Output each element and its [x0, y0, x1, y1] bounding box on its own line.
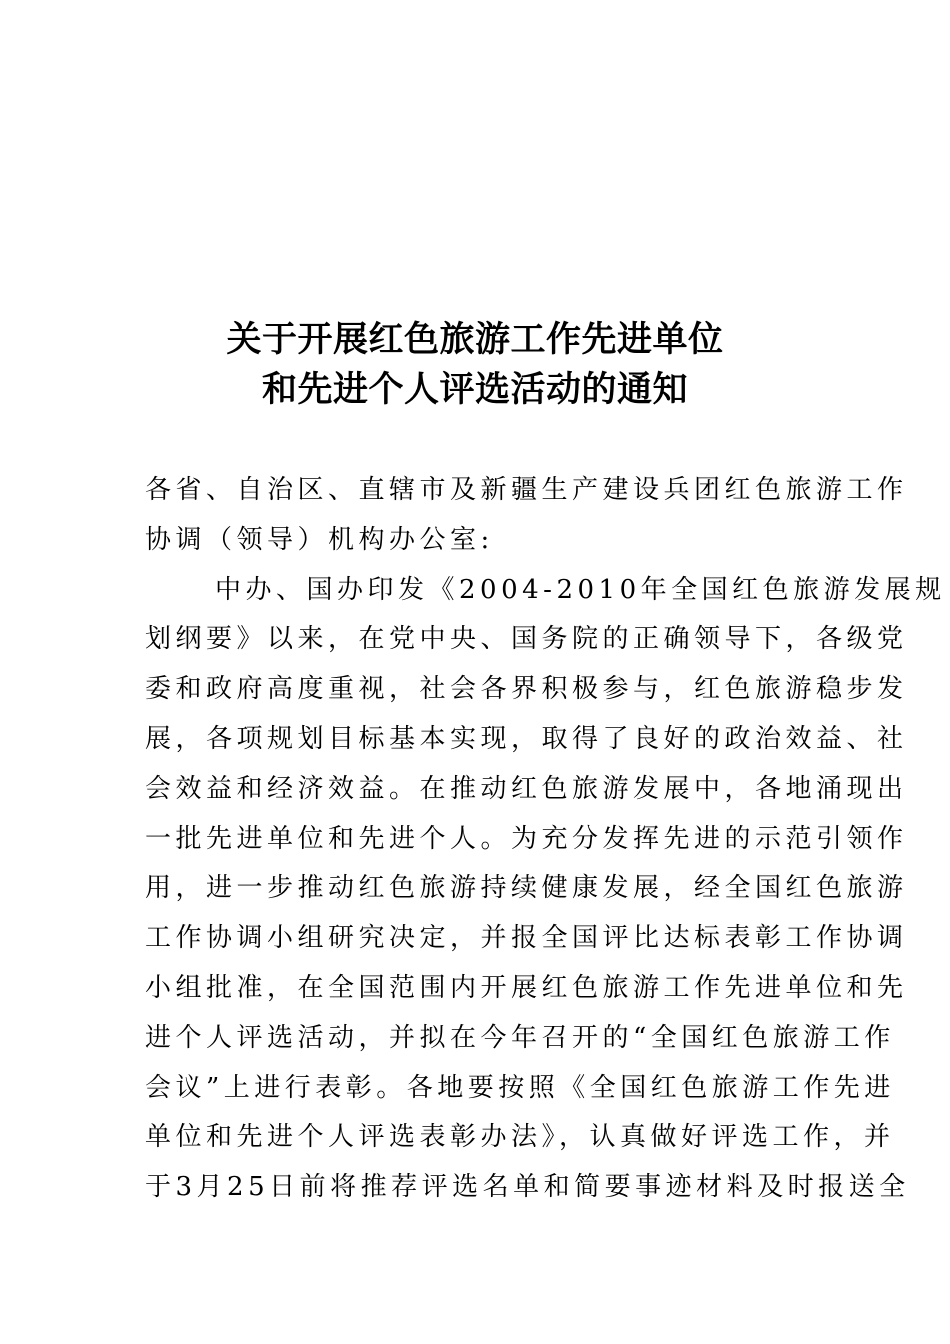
paragraph-line: 一批先进单位和先进个人。为充分发挥先进的示范引领作 — [145, 823, 908, 854]
paragraph-line: 展，各项规划目标基本实现，取得了良好的政治效益、社 — [145, 723, 908, 754]
paragraph-line: 会效益和经济效益。在推动红色旅游发展中，各地涌现出 — [145, 773, 908, 804]
paragraph-line: 小组批准，在全国范围内开展红色旅游工作先进单位和先 — [145, 972, 908, 1003]
paragraph-line: 单位和先进个人评选表彰办法》，认真做好评选工作，并 — [145, 1122, 895, 1153]
paragraph-line: 进个人评选活动，并拟在今年召开的“全国红色旅游工作 — [145, 1022, 895, 1053]
salutation-line: 协调（领导）机构办公室: — [145, 524, 494, 555]
paragraph-line: 中办、国办印发《2004-2010年全国红色旅游发展规 — [215, 574, 946, 605]
salutation-line: 各省、自治区、直辖市及新疆生产建设兵团红色旅游工作 — [145, 475, 908, 505]
document-title-line-2: 和先进个人评选活动的通知 — [261, 370, 688, 410]
paragraph-line: 于3月25日前将推荐评选名单和简要事迹材料及时报送全 — [145, 1172, 910, 1203]
paragraph-line: 划纲要》以来，在党中央、国务院的正确领导下，各级党 — [145, 624, 908, 655]
document-body — [145, 470, 946, 1217]
paragraph-line: 工作协调小组研究决定，并报全国评比达标表彰工作协调 — [145, 923, 908, 954]
paragraph-line: 用，进一步推动红色旅游持续健康发展，经全国红色旅游 — [145, 873, 908, 904]
paragraph-line: 会议”上进行表彰。各地要按照《全国红色旅游工作先进 — [145, 1072, 895, 1103]
paragraph-line: 委和政府高度重视，社会各界积极参与，红色旅游稳步发 — [145, 674, 908, 705]
document-title-line-1: 关于开展红色旅游工作先进单位 — [226, 320, 724, 360]
